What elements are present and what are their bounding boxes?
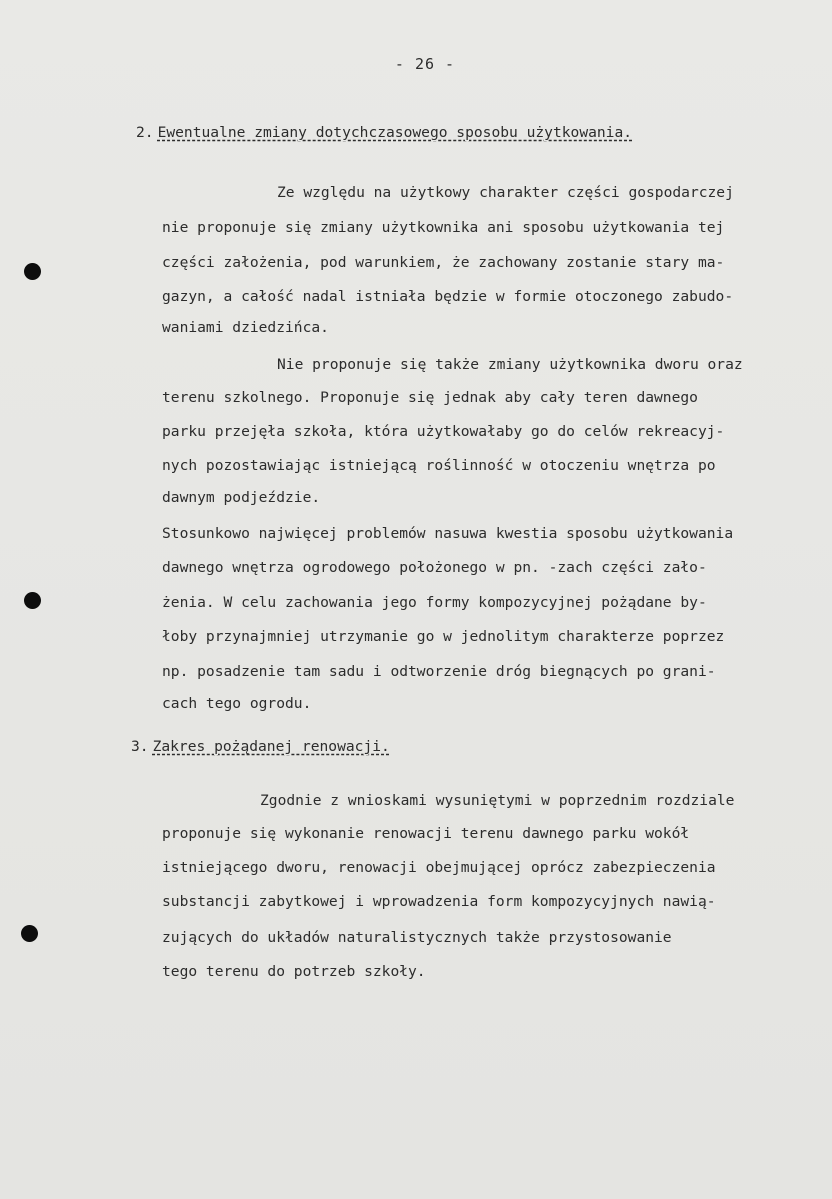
text-line: łoby przynajmniej utrzymanie go w jednolitym charakterze poprzez bbox=[162, 628, 725, 645]
section-3-title: Zakres pożądanej renowacji. bbox=[152, 738, 390, 755]
section-2-number: 2. bbox=[136, 124, 154, 141]
punch-hole-bottom bbox=[21, 925, 38, 942]
text-line: np. posadzenie tam sadu i odtworzenie dróg biegnących po grani- bbox=[162, 663, 716, 680]
text-line: dawnym podjeździe. bbox=[162, 489, 321, 506]
text-line: Nie proponuje się także zmiany użytkownika dworu oraz bbox=[277, 356, 743, 373]
text-line: części założenia, pod warunkiem, że zachowany zostanie stary ma- bbox=[162, 254, 725, 271]
page-number: - 26 - bbox=[394, 55, 456, 73]
text-line: Ze względu na użytkowy charakter części gospodarczej bbox=[277, 184, 734, 201]
text-line: substancji zabytkowej i wprowadzenia form kompozycyjnych nawią- bbox=[162, 893, 716, 910]
text-line: cach tego ogrodu. bbox=[162, 695, 312, 712]
text-line: dawnego wnętrza ogrodowego położonego w pn. -zach części zało- bbox=[162, 559, 707, 576]
section-3-number: 3. bbox=[131, 738, 149, 755]
text-line: żenia. W celu zachowania jego formy kompozycyjnej pożądane by- bbox=[162, 594, 707, 611]
punch-hole-top bbox=[24, 263, 41, 280]
text-line: parku przejęła szkoła, która użytkowałaby go do celów rekreacyj- bbox=[162, 423, 725, 440]
text-line: waniami dziedzińca. bbox=[162, 319, 329, 336]
text-line: terenu szkolnego. Proponuje się jednak aby cały teren dawnego bbox=[162, 389, 698, 406]
section-2-title: Ewentualne zmiany dotychczasowego sposobu użytkowania. bbox=[157, 124, 633, 141]
text-line: istniejącego dworu, renowacji obejmującej oprócz zabezpieczenia bbox=[162, 859, 716, 876]
text-line: nie proponuje się zmiany użytkownika ani sposobu użytkowania tej bbox=[162, 219, 725, 236]
text-line: Zgodnie z wnioskami wysuniętymi w poprzednim rozdziale bbox=[260, 792, 735, 809]
text-line: zujących do układów naturalistycznych także przystosowanie bbox=[162, 929, 672, 946]
text-line: proponuje się wykonanie renowacji terenu dawnego parku wokół bbox=[162, 825, 690, 842]
punch-hole-middle bbox=[24, 592, 41, 609]
text-line: gazyn, a całość nadal istniała będzie w formie otoczonego zabudo- bbox=[162, 288, 734, 305]
section-3-heading bbox=[131, 738, 390, 755]
text-line: nych pozostawiając istniejącą roślinność w otoczeniu wnętrza po bbox=[162, 457, 716, 474]
section-2-heading bbox=[136, 124, 632, 141]
text-line: tego terenu do potrzeb szkoły. bbox=[162, 963, 426, 980]
text-line: Stosunkowo najwięcej problemów nasuwa kwestia sposobu użytkowania bbox=[162, 525, 734, 542]
